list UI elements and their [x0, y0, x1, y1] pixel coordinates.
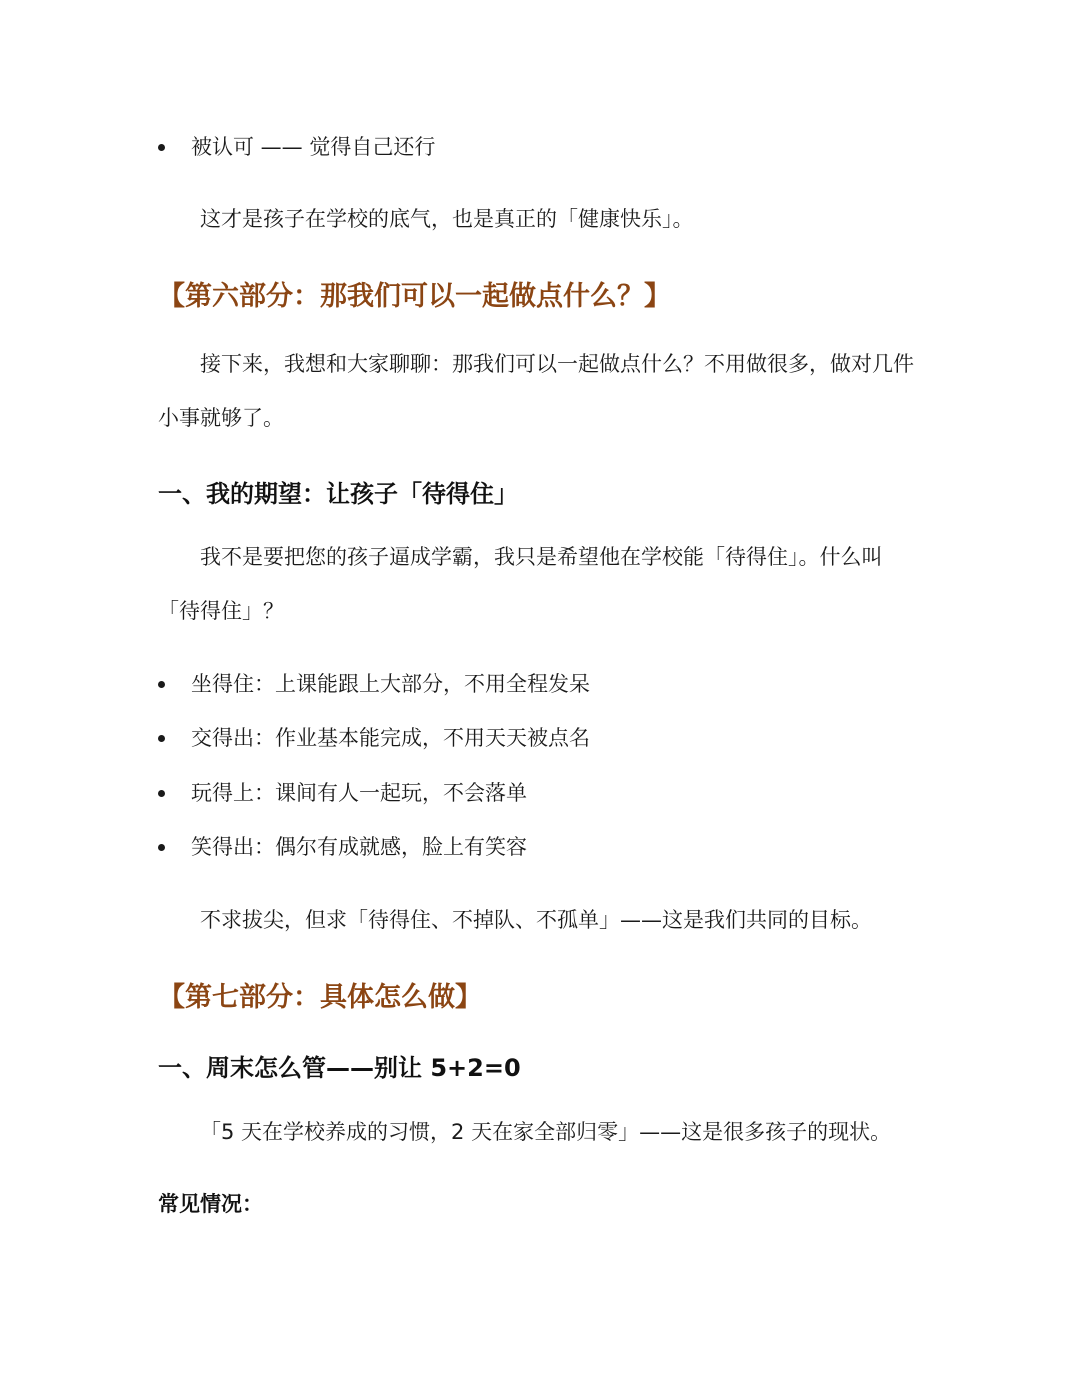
section-6-title: 【第六部分：那我们可以一起做点什么？】: [158, 281, 671, 312]
bullet-icon: [158, 681, 165, 688]
paragraph-intro-line2: 小事就够了。: [158, 406, 284, 430]
list-item-text: 交得出：作业基本能完成，不用天天被点名: [191, 726, 590, 750]
list-item-text: 笑得出：偶尔有成就感，脸上有笑容: [191, 835, 527, 859]
bullet-icon: [158, 844, 165, 851]
list-item-text: 被认可 —— 觉得自己还行: [191, 135, 436, 159]
list-item-text: 坐得住：上课能跟上大部分，不用全程发呆: [191, 672, 590, 696]
paragraph-confidence: 这才是孩子在学校的底气，也是真正的「健康快乐」。: [200, 207, 694, 231]
bullet-icon: [158, 144, 165, 151]
paragraph-weekend: 「5 天在学校养成的习惯，2 天在家全部归零」——这是很多孩子的现状。: [200, 1120, 892, 1144]
paragraph-expect-line2: 「待得住」？: [158, 599, 284, 623]
paragraph-expect-line1: 我不是要把您的孩子逼成学霸，我只是希望他在学校能「待得住」。什么叫: [200, 545, 883, 569]
paragraph-goal: 不求拔尖，但求「待得住、不掉队、不孤单」——这是我们共同的目标。: [200, 908, 872, 932]
label-common-situations: 常见情况：: [158, 1192, 263, 1216]
list-item-text: 玩得上：课间有人一起玩，不会落单: [191, 781, 527, 805]
paragraph-intro-line1: 接下来，我想和大家聊聊：那我们可以一起做点什么？不用做很多，做对几件: [200, 352, 914, 376]
bullet-icon: [158, 735, 165, 742]
section-7-title: 【第七部分：具体怎么做】: [158, 982, 482, 1013]
heading-expectation: 一、我的期望：让孩子「待得住」: [158, 480, 518, 508]
bullet-icon: [158, 790, 165, 797]
heading-weekend: 一、周末怎么管——别让 5+2=0: [158, 1054, 521, 1082]
